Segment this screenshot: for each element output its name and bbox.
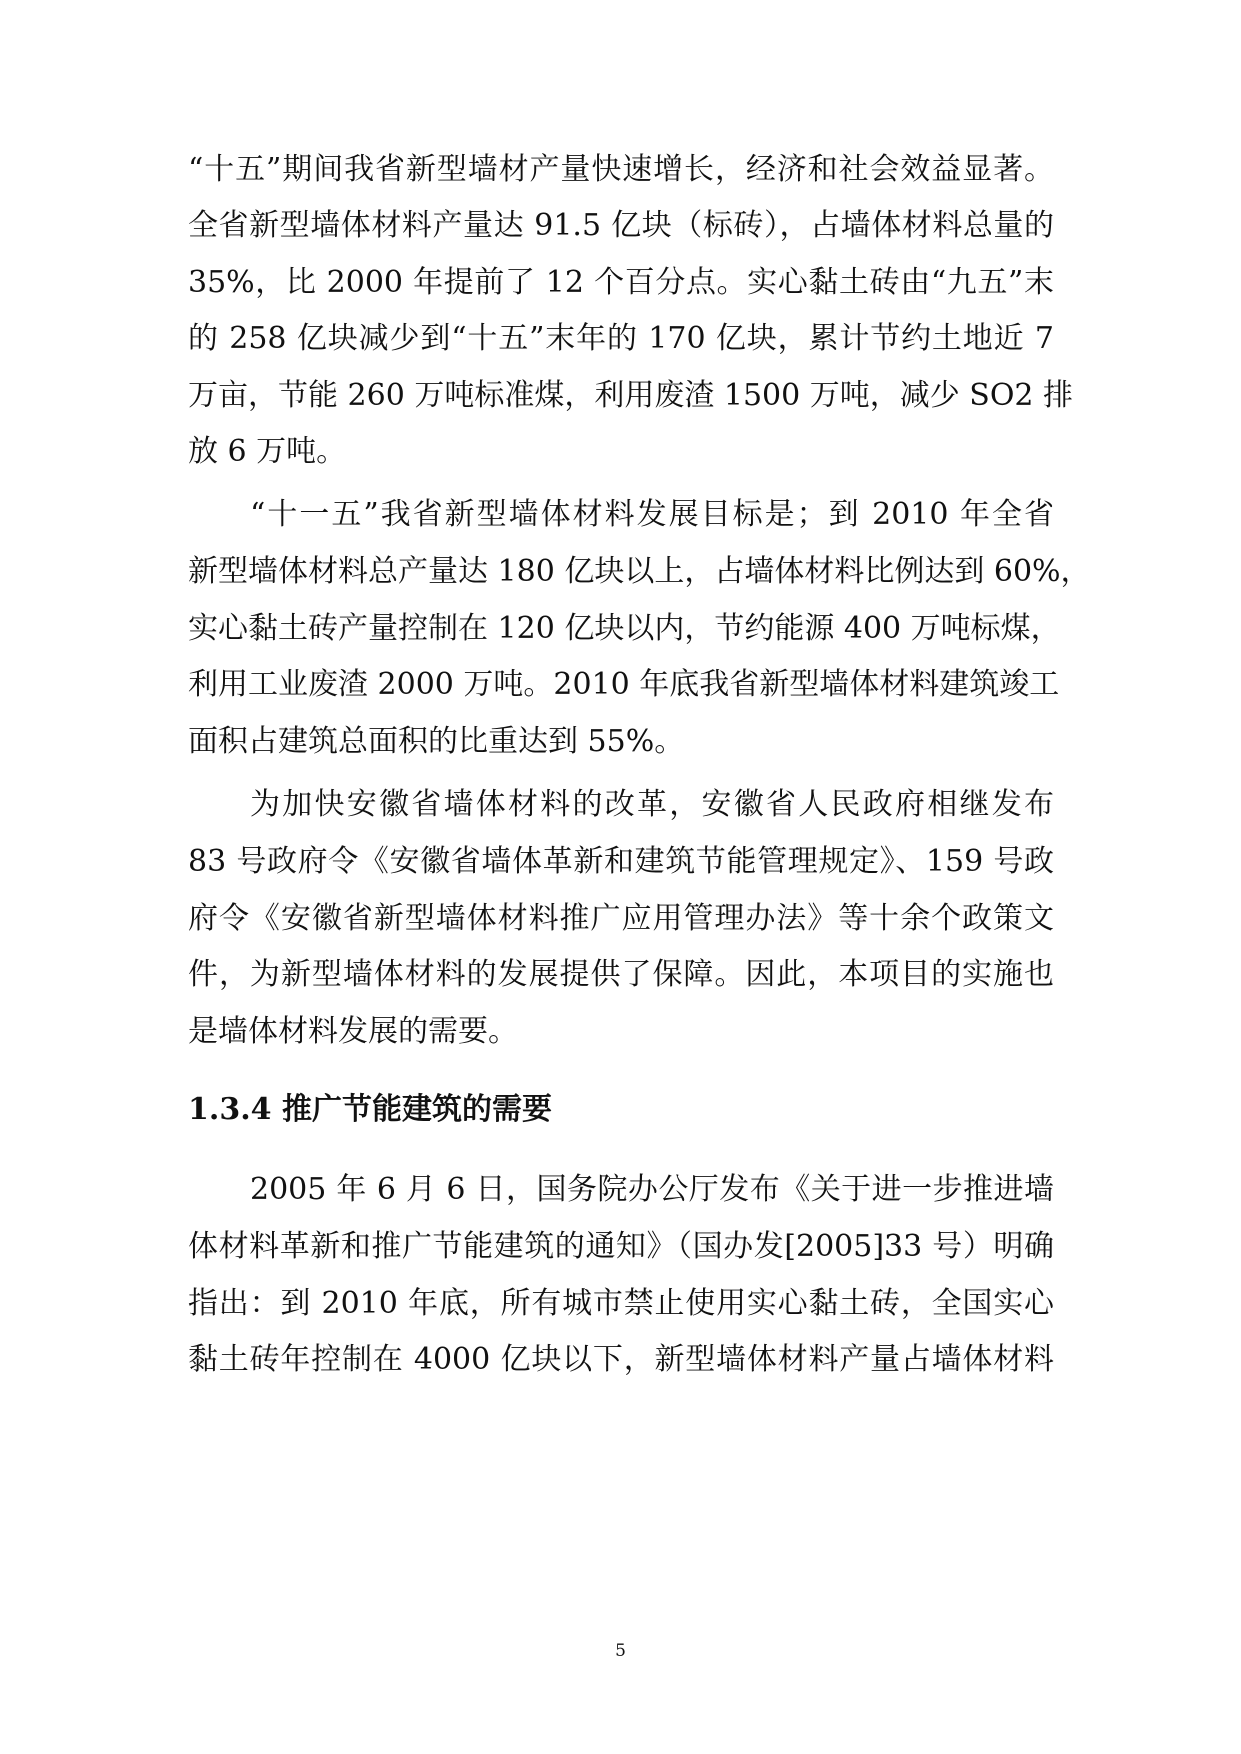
section-heading: 1.3.4 推广节能建筑的需要 bbox=[188, 1092, 552, 1127]
text-line: 件，为新型墙体材料的发展提供了保障。因此，本项目的实施也 bbox=[188, 957, 1054, 992]
text-line: “十一五”我省新型墙体材料发展目标是；到 2010 年全省 bbox=[250, 497, 1054, 532]
text-line: “十五”期间我省新型墙材产量快速增长，经济和社会效益显著。 bbox=[188, 152, 1054, 187]
text-line: 83 号政府令《安徽省墙体革新和建筑节能管理规定》、159 号政 bbox=[188, 844, 1054, 879]
text-line: 全省新型墙体材料产量达 91.5 亿块（标砖），占墙体材料总量的 bbox=[188, 208, 1054, 243]
text-line: 放 6 万吨。 bbox=[188, 434, 347, 469]
text-line: 实心黏土砖产量控制在 120 亿块以内，节约能源 400 万吨标煤， bbox=[188, 611, 1061, 646]
text-line: 新型墙体材料总产量达 180 亿块以上，占墙体材料比例达到 60%， bbox=[188, 554, 1091, 589]
text-line: 指出：到 2010 年底，所有城市禁止使用实心黏土砖，全国实心 bbox=[188, 1286, 1054, 1321]
page-number: 5 bbox=[615, 1641, 626, 1661]
text-line: 黏土砖年控制在 4000 亿块以下，新型墙体材料产量占墙体材料 bbox=[188, 1342, 1054, 1377]
text-line: 35%，比 2000 年提前了 12 个百分点。实心黏土砖由“九五”末 bbox=[188, 265, 1054, 300]
text-line: 2005 年 6 月 6 日，国务院办公厅发布《关于进一步推进墙 bbox=[250, 1172, 1054, 1207]
text-line: 是墙体材料发展的需要。 bbox=[188, 1014, 518, 1049]
text-line: 利用工业废渣 2000 万吨。2010 年底我省新型墙体材料建筑竣工 bbox=[188, 667, 1060, 702]
text-line: 为加快安徽省墙体材料的改革，安徽省人民政府相继发布 bbox=[250, 787, 1054, 822]
text-line: 万亩，节能 260 万吨标准煤，利用废渣 1500 万吨，减少 SO2 排 bbox=[188, 378, 1074, 413]
text-line: 面积占建筑总面积的比重达到 55%。 bbox=[188, 724, 685, 759]
text-line: 的 258 亿块减少到“十五”末年的 170 亿块，累计节约土地近 7 bbox=[188, 321, 1054, 356]
text-line: 体材料革新和推广节能建筑的通知》（国办发[2005]33 号）明确 bbox=[188, 1229, 1054, 1264]
text-line: 府令《安徽省新型墙体材料推广应用管理办法》等十余个政策文 bbox=[188, 901, 1054, 936]
